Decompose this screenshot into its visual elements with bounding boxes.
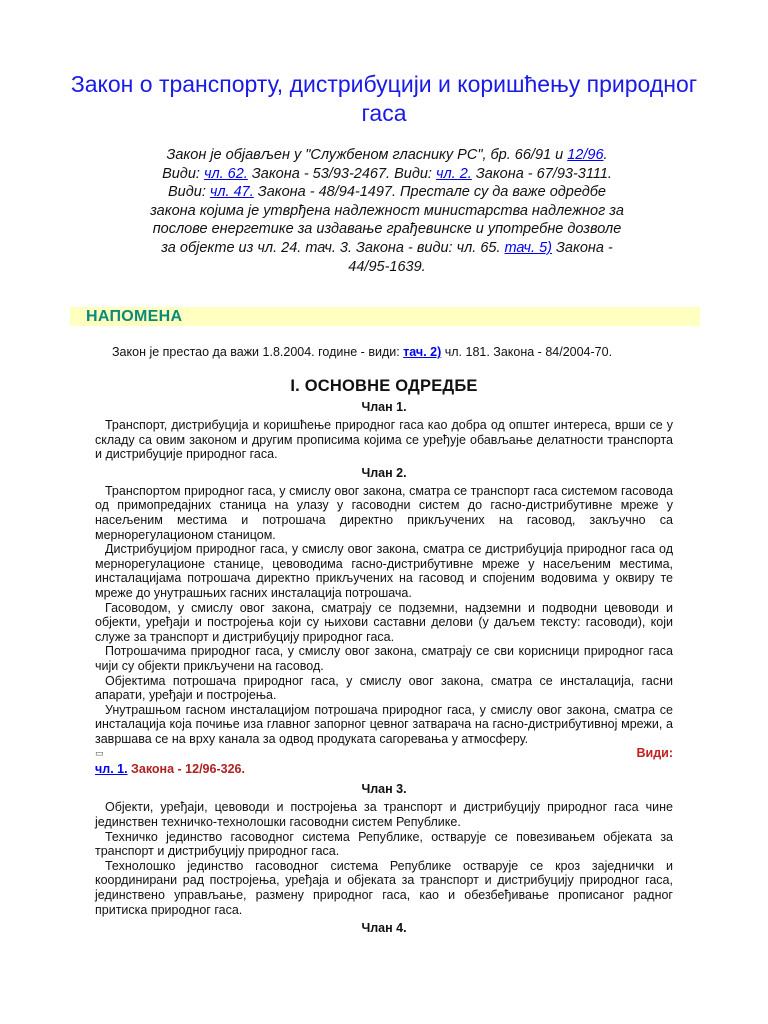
note-text-before: Закон је престао да важи 1.8.2004. године - види: — [112, 345, 404, 359]
note-link[interactable]: тач. 2) — [403, 345, 442, 359]
article-reference-link[interactable]: чл. 1. — [95, 762, 128, 777]
intro-reference-link[interactable]: чл. 62. — [203, 165, 248, 182]
reference-line — [95, 746, 673, 762]
intro-text: Закона - 53/93-2467. Види: — [247, 165, 436, 182]
section-title: I. ОСНОВНЕ ОДРЕДБЕ — [290, 377, 478, 395]
publication-note — [150, 146, 624, 276]
intro-reference-link[interactable]: 12/96 — [567, 147, 604, 163]
intro-text: Закона - 44/95-1639. — [348, 239, 613, 275]
article-paragraph: Транспорт, дистрибуција и коришћење природног гаса као добра од општег интереса, врши се у складу са овим законом и другим прописима којима се уређује обављање делатности транспорта и дистрибуције природног гаса. — [95, 418, 673, 462]
reference-marker-icon: ▭ — [95, 748, 104, 759]
law-articles — [95, 400, 673, 939]
article-paragraph: Потрошачима природног гаса, у смислу овог закона, сматрају се сви корисници природног гаса чији су објекти прикључени на гасовод. — [95, 644, 673, 673]
intro-text: . Види: — [162, 147, 608, 182]
note-text-after: чл. 181. Закона - 84/2004-70. — [441, 345, 613, 359]
article-heading: Члан 3. — [361, 782, 407, 797]
article-paragraph: Транспортом природног гаса, у смислу овог закона, сматра се транспорт гаса системом гасовода од примопредајних станица на улазу у гасоводни систем до гасно-дистрибутивне мреже у насељеним местима и потрошача директно прикључених на гасовод, закључно са мернорегулационом станицом. — [95, 483, 673, 542]
note-text — [112, 344, 612, 360]
article-paragraph: Објекти, уређаји, цевоводи и постројења за транспорт и дистрибуцију природног гаса чине јединствен техничко-технолошки гасоводни систем Републике. — [95, 800, 673, 830]
reference-target — [95, 762, 673, 778]
article-heading: Члан 4. — [361, 921, 407, 936]
see-label: Види: — [636, 746, 673, 761]
article-heading: Члан 1. — [361, 400, 407, 414]
article-paragraph: Дистрибуцијом природног гаса, у смислу овог закона, сматра се дистрибуција природног гаса од мернорегулационе станице, цевоводима гасно-дистрибутивне мреже у насељеним местима, инсталацијама потрошача директно прикључених на гасовод и спојеним водовима у оквиру те мреже до унутрашњих гасних инсталација потрошача. — [95, 542, 673, 600]
intro-reference-link[interactable]: тач. 5) — [504, 239, 552, 256]
intro-text: Закона - 48/94-1497. Престале су да важе одредбе закона којима је утврђена надлежност министарства надлежног за послове енергетике за издавање грађевинске и употребне дозволе за објекте из чл. 24. тач. 3. Закона - види: чл. 65. — [150, 184, 624, 256]
article-paragraph: Технолошко јединство гасоводног система Републике остварује се кроз заједнички и координирани рад постројења, уређаја и објеката за транспорт и дистрибуцију природног гаса, јединствено управљање, размену природног гаса, као и обезбеђивање прописаног радног притиска природног гаса. — [95, 858, 673, 917]
article-paragraph: Унутрашњом гасном инсталацијом потрошача природног гаса, у смислу овог закона, сматра се инсталација која почиње иза главног запорног цевног затварача на гасно-дистрибутивној мрежи, а завршава се на врху канала за одвод продуката сагоревања у атмосферу. — [95, 702, 673, 746]
article-paragraph: Техничко јединство гасоводног система Републике, остварује се повезивањем објеката за транспорт и дистрибуцију природног гаса. — [95, 829, 673, 859]
article-heading: Члан 2. — [361, 465, 407, 480]
intro-reference-link[interactable]: чл. 2. — [435, 165, 472, 182]
note-banner — [70, 307, 700, 326]
article-paragraph: Објектима потрошача природног гаса, у смислу овог закона, сматра се инсталација, гасни апарати, уређаји и постројења. — [95, 673, 673, 703]
intro-text: Закон је објављен у "Службеном гласнику РС", бр. 66/91 и — [166, 147, 568, 163]
document-title: Закон о транспорту, дистрибуцији и коришћењу природног гаса — [70, 71, 698, 126]
reference-law: Закона - 12/96-326. — [127, 762, 245, 777]
note-label: НАПОМЕНА — [86, 308, 183, 325]
article-paragraph: Гасоводом, у смислу овог закона, сматрају се подземни, надземни и подводни цевоводи и објекти, уређаји и постројења који су њихови саставни делови (у даљем тексту: гасоводи), који служе за транспорт и дистрибуцију природног гаса. — [95, 600, 673, 644]
intro-text: Закона - 67/93-3111. Види: — [168, 165, 612, 201]
intro-reference-link[interactable]: чл. 47. — [209, 184, 254, 201]
